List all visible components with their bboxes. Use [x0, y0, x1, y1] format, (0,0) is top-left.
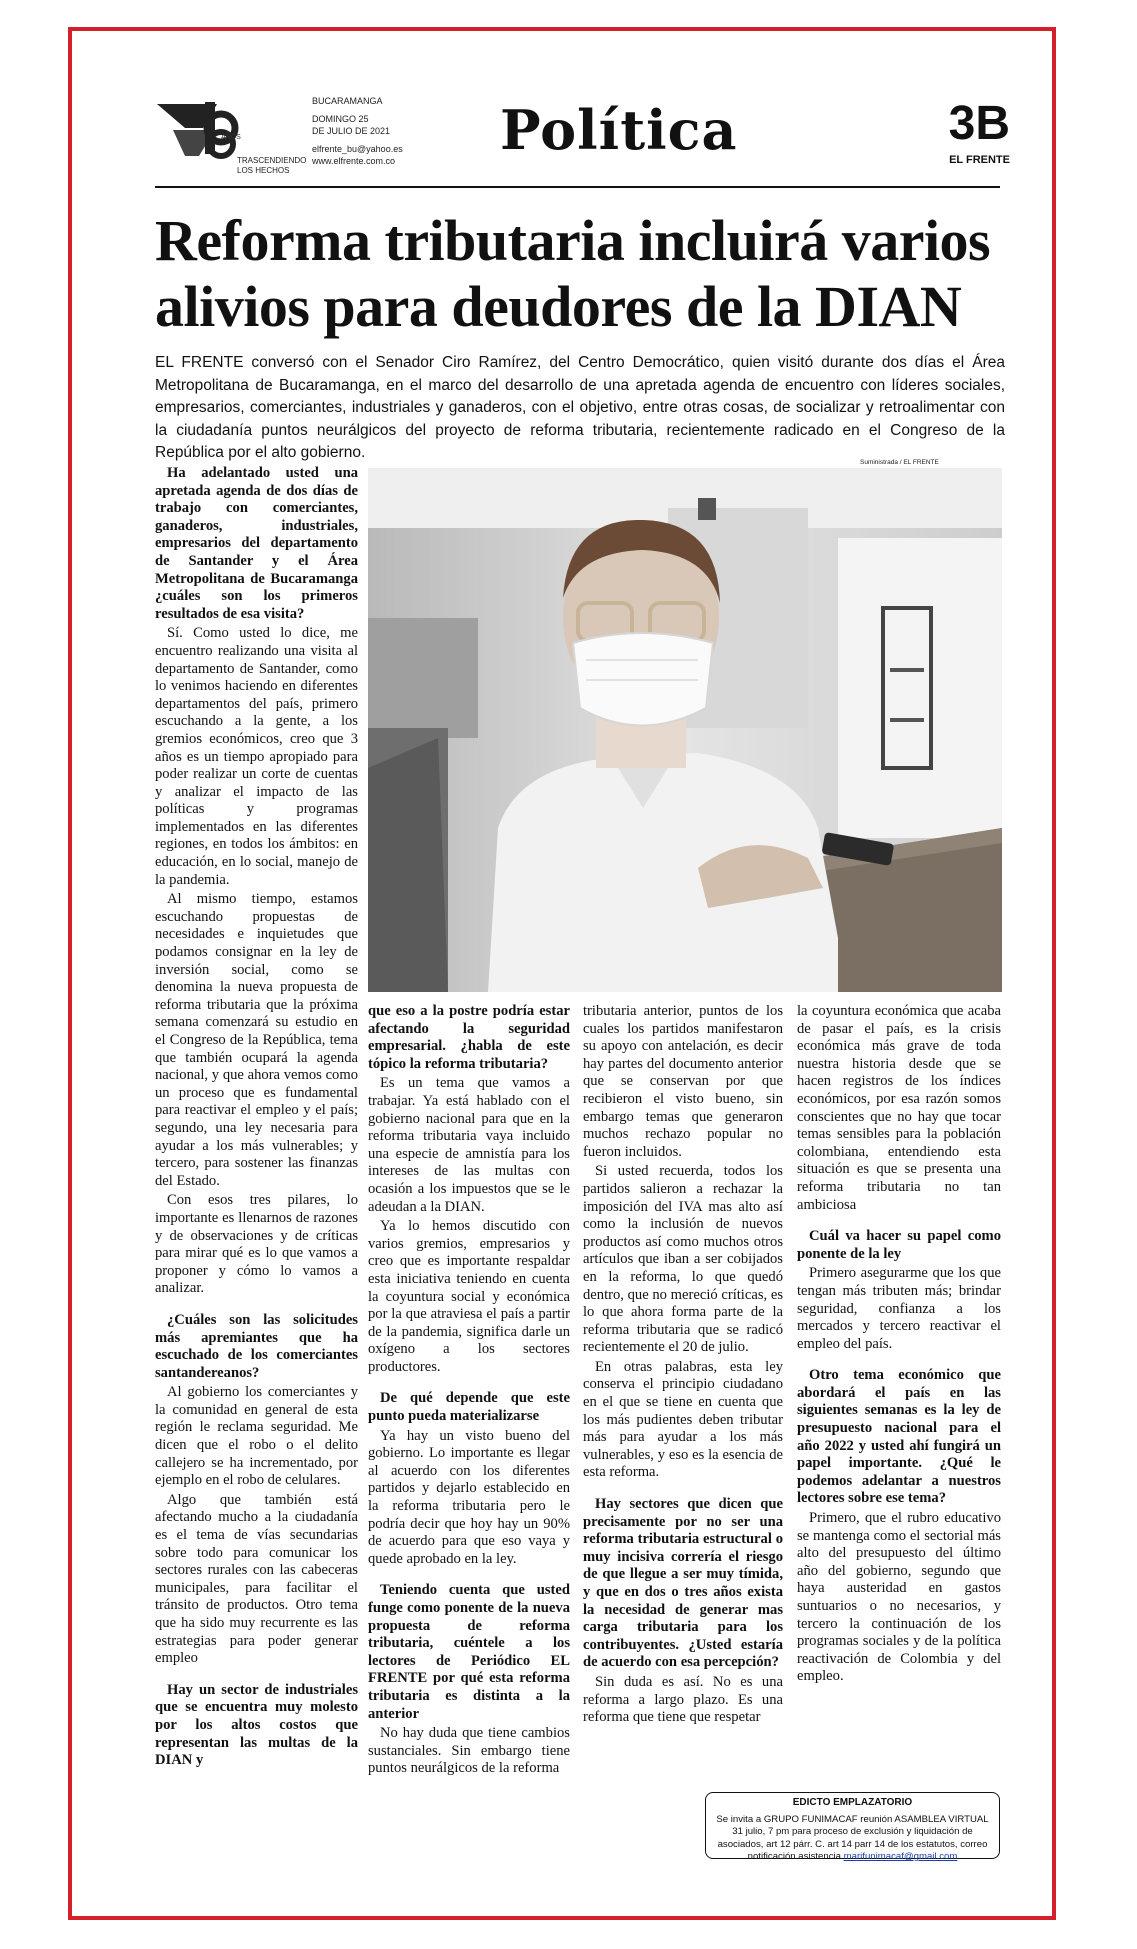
- legal-notice-text: Se invita a GRUPO FUNIMACAF reunión ASAMBLEA VIRTUAL 31 julio, 7 pm para proceso de exclusión y liquidación de asociados, art 12 párr. C. art 14 parr 14 de los estatutos, correo notificación asistencia: [716, 1813, 989, 1862]
- email: elfrente_bu@yahoo.es: [312, 144, 403, 154]
- photo-senator-image: [368, 468, 1002, 992]
- legal-notice-title: EDICTO EMPLAZATORIO: [792, 1797, 913, 1808]
- interview-answer: Ya hay un visto bueno del gobierno. Lo importante es llegar al acuerdo con los diferentes partidos y dejarlo establecido en la reforma tributaria pero le podría decir que hoy hay un 90% de acuerdo para que eso vaya y quede aprobado en la ley.: [368, 1427, 570, 1567]
- article-column-2: [368, 1003, 570, 1780]
- interview-answer: No hay duda que tiene cambios sustanciales. Sin embargo tiene puntos neurálgicos de la reforma: [368, 1725, 570, 1777]
- interview-answer: la coyuntura económica que acaba de pasar el país, es la crisis económica más grave de toda nuestra historia desde que se hacen registros de los índices económicos, por esa razón somos conscientes que no hay que tocar temas sensibles para la población colombiana, entendiendo esta situación es que se presenta una reforma tributaria no tan ambiciosa: [797, 1003, 1001, 1213]
- headline: [155, 208, 1005, 340]
- headline-line1: Reforma tributaria incluirá varios: [155, 208, 991, 273]
- interview-question: Hay un sector de industriales que se encuentra muy molesto por los altos costos que representan las multas de la DIAN y: [155, 1681, 358, 1769]
- interview-answer: Sí. Como usted lo dice, me encuentro realizando una visita al departamento de Santander, como lo venimos haciendo en diferentes departamentos del país, primero escuchando a la gente, a los gremios económicos, creo que 3 años es un tiempo apropiado para poder realizar un corte de cuentas y analizar el impacto de las políticas y programas implementados en las diferentes regiones, en todos los ámbitos: en educación, en lo social, manejo de la pandemia.: [155, 625, 358, 888]
- city: BUCARAMANGA: [312, 96, 383, 106]
- date-line1: DOMINGO 25: [312, 114, 369, 124]
- article-column-4: [797, 1003, 1001, 1688]
- interview-question: Cuál va hacer su papel como ponente de la ley: [797, 1228, 1001, 1262]
- interview-question: Hay sectores que dicen que precisamente por no ser una reforma tributaria estructural o muy incisiva correría el riesgo de que llegue a ser muy tímida, y que en dos o tres años exista la necesidad de generar mas carga tributaria para los contribuyentes. ¿Usted estaría de acuerdo con esa percepción?: [583, 1496, 783, 1671]
- section-title: Política: [500, 98, 738, 162]
- lead-paragraph: EL FRENTE conversó con el Senador Ciro Ramírez, del Centro Democrático, quien visitó durante dos días el Área Metropolitana de Bucaramanga, en el marco del desarrollo de una apretada agenda de encuentro con líderes sociales, empresarios, comerciantes, industriales y ganaderos, con el objetivo, entre otras cosas, de socializar y retroalimentar con la ciudadanía puntos neurálgicos del proyecto de reforma tributaria, recientemente radicado en el Congreso de la República por el alto gobierno.: [155, 354, 1005, 461]
- interview-question: Ha adelantado usted una apretada agenda de dos días de trabajo con comerciantes, ganaderos, industriales, empresarios del departamento de Santander y el Área Metropolitana de Bucaramanga ¿cuáles son los primeros resultados de esa visita?: [155, 465, 358, 622]
- interview-question: ¿Cuáles son las solicitudes más apremiantes que ha escuchado de los comerciantes santandereanos?: [155, 1311, 358, 1381]
- logo-years: AÑOS: [221, 134, 241, 141]
- date-line2: DE JULIO DE 2021: [312, 126, 391, 136]
- legal-notice-email-link[interactable]: marifunimacaf@gmail.com: [843, 1851, 958, 1862]
- interview-answer: Ya lo hemos discutido con varios gremios, empresarios y creo que es importante respaldar esta iniciativa teniendo en cuenta la coyuntura social y económica por la que atraviesa el país a partir de la pandemia, significa darle un oxígeno a los sectores productores.: [368, 1218, 570, 1375]
- logo-caption-line1: TRASCENDIENDO: [237, 156, 307, 165]
- website: www.elfrente.com.co: [312, 156, 396, 166]
- photo-credit: Suministrada / EL FRENTE: [860, 459, 939, 466]
- article-column-1: [155, 465, 358, 1772]
- logo-caption: [237, 156, 306, 176]
- interview-question: que eso a la postre podría estar afectando la seguridad empresarial. ¿habla de este tópico la reforma tributaria?: [368, 1003, 570, 1072]
- article-photo: [368, 468, 1002, 992]
- header-rule: [155, 186, 1000, 188]
- interview-question: De qué depende que este punto pueda materializarse: [368, 1390, 570, 1425]
- interview-answer: Primero, que el rubro educativo se mantenga como el sectorial más alto del presupuesto del último año del gobierno, segundo que haya austeridad en gastos suntuarios o no necesarios, y tercero la continuación de los programas sociales y de la política reactivación de Colombia y del empleo.: [797, 1510, 1001, 1685]
- masthead-meta: [312, 95, 403, 167]
- page-number: 3B: [948, 97, 1010, 150]
- interview-question: Teniendo cuenta que usted funge como ponente de la nueva propuesta de reforma tributaria, cuéntele a los lectores de Periódico EL FRENTE por qué esta reforma tributaria es distinta a la anterior: [368, 1582, 570, 1722]
- interview-answer: Al mismo tiempo, estamos escuchando propuestas de necesidades e inquietudes que podamos consignar en la ley de inversión social, como se denomina la nueva propuesta de reforma tributaria que la próxima semana comenzará su estudio en el Congreso de la República, tema que también ocupará la agenda nacional, y que ahora vemos como un proceso que es fundamental para reactivar el empleo y el país; segundo, una ley necesaria para ayudar a los más vulnerables; y tercero, para sostener las finanzas del Estado.: [155, 891, 358, 1189]
- interview-answer: Sin duda es así. No es una reforma a largo plazo. Es una reforma que tiene que respetar: [583, 1673, 783, 1726]
- interview-answer: Es un tema que vamos a trabajar. Ya está hablado con el gobierno nacional para que en la reforma tributaria vaya incluido una especie de amnistía para los intereses de las multas con ocasión a los impuestos que se le adeudan a la DIAN.: [368, 1075, 570, 1215]
- interview-answer: Si usted recuerda, todos los partidos salieron a rechazar la imposición del IVA mas alto así como la inclusión de nuevos productos así como muchos otros artículos que iban a ser cobijados en la reforma, lo que quedó dentro, que no mereció críticas, es lo que ahora forma parte de la reforma tributaria que se radicó recientemente el 20 de julio.: [583, 1163, 783, 1356]
- interview-answer: Primero asegurarme que los que tengan más tributen más; brindar seguridad, confianza a los mercados y tercero reactivar el empleo del país.: [797, 1265, 1001, 1352]
- interview-answer: tributaria anterior, puntos de los cuales los partidos manifestaron su apoyo con antelación, es decir hay partes del documento anterior que se conservan por que recibieron el visto bueno, sin embargo temas que generaron muchos rechazo popular no fueron incluidos.: [583, 1003, 783, 1160]
- interview-question: Otro tema económico que abordará el país en las siguientes semanas es la ley de presupuesto nacional para el año 2022 y usted ahí fungirá un papel importante. ¿Qué le podemos adelantar a nuestros lectores sobre ese tema?: [797, 1367, 1001, 1507]
- interview-answer: Al gobierno los comerciantes y la comunidad en general de esta región le reclama seguridad. Me dicen que el robo o el delito callejero se ha incrementado, por ejemplo en el robo de celulares.: [155, 1384, 358, 1489]
- headline-line2: alivios para deudores de la DIAN: [155, 274, 962, 339]
- newspaper-logo: [155, 98, 305, 178]
- logo-caption-line2: LOS HECHOS: [237, 166, 290, 175]
- interview-answer: Algo que también está afectando mucho a la ciudadanía es el tema de vías secundarias sobre todo para comunicar los sectores rurales con las cabeceras municipales, para facilitar el tránsito de productos. Otro tema que ha sido muy recurrente es las estrategias para poder generar empleo: [155, 1491, 358, 1667]
- interview-answer: En otras palabras, esta ley conserva el principio ciudadano en el que se tiene en cuenta que los más pudientes deben tributar más para ayudar a los más vulnerables, y eso es la esencia de esta reforma.: [583, 1358, 783, 1481]
- legal-notice-box: [705, 1792, 1000, 1862]
- brand-name: EL FRENTE: [949, 154, 1010, 166]
- interview-answer: Con esos tres pilares, lo importante es llenarnos de razones y de observaciones y de críticas para mirar qué es lo que vamos a proponer y cómo lo vamos a analizar.: [155, 1192, 358, 1297]
- article-column-3: [583, 1003, 783, 1729]
